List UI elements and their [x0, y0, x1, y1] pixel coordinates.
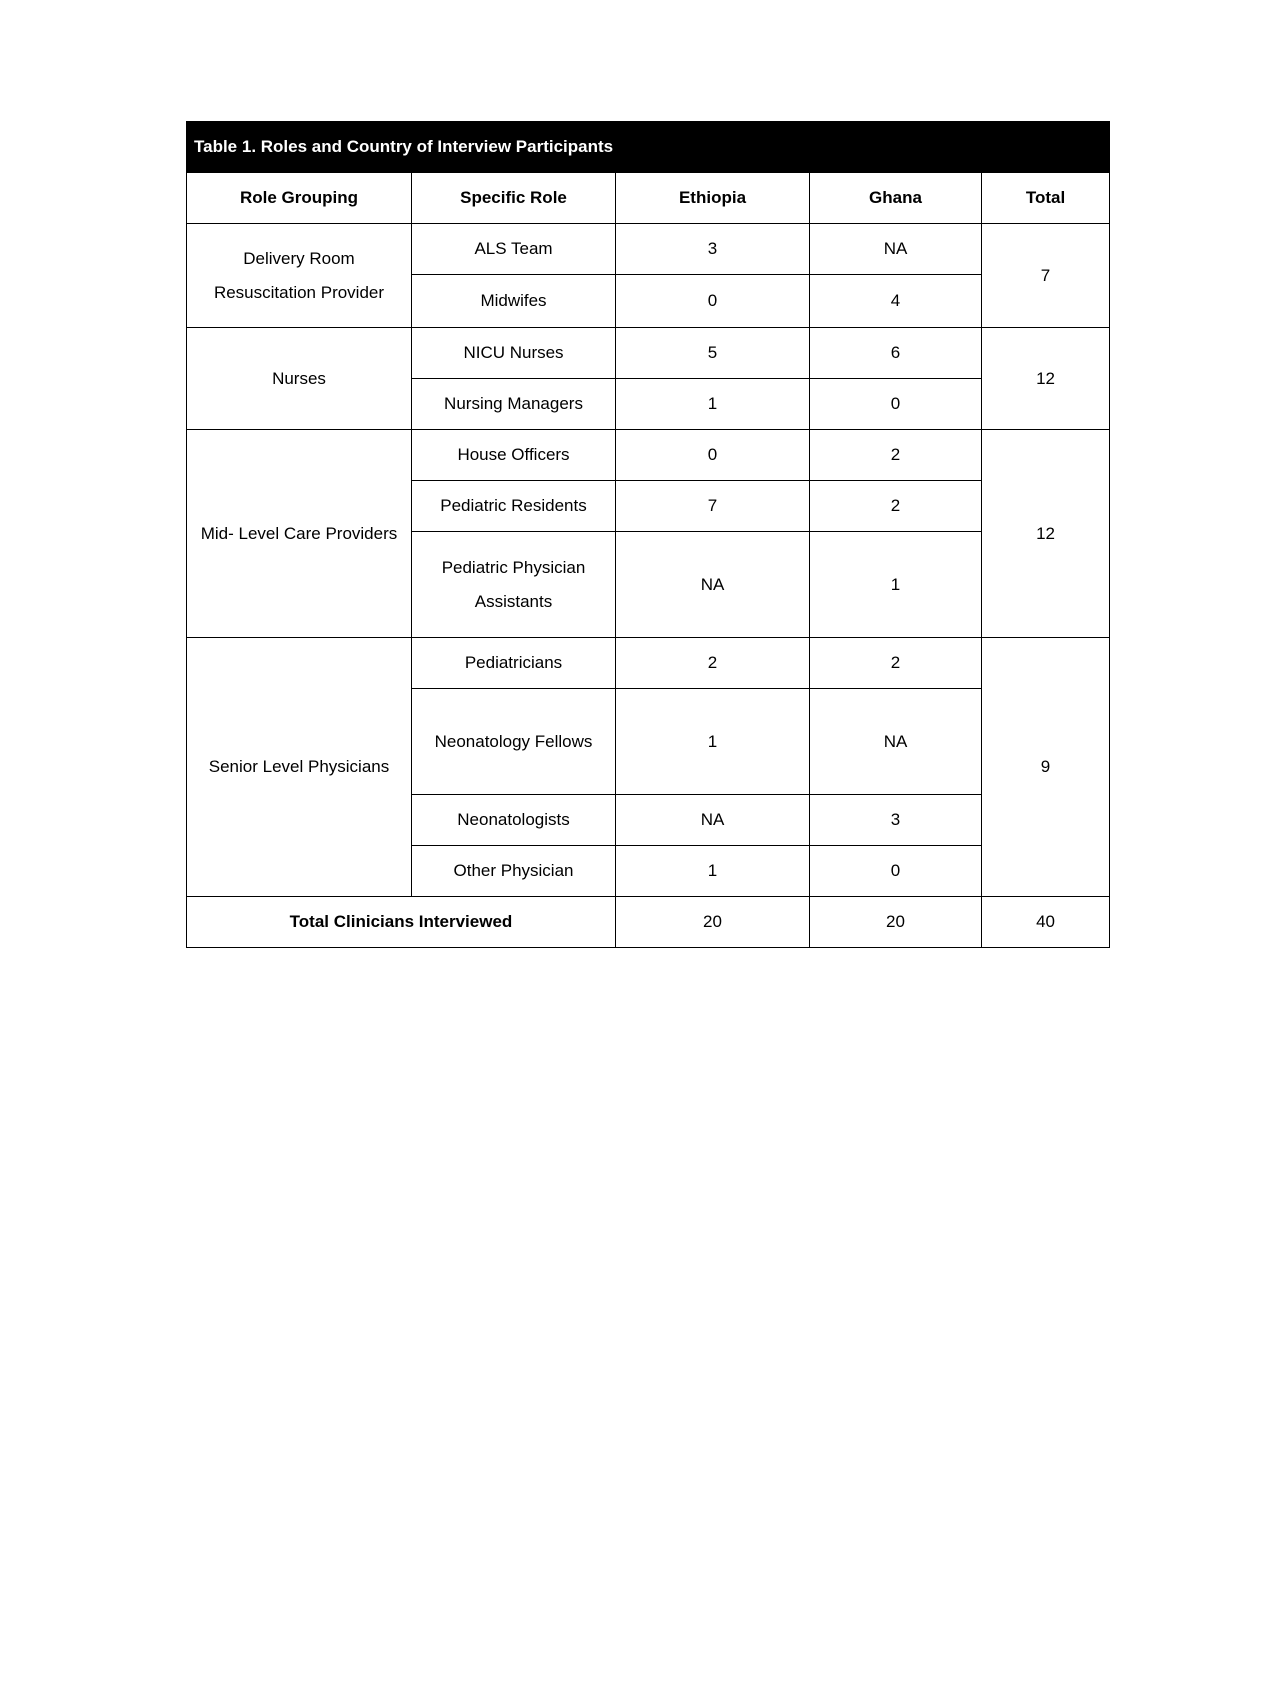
role-group-cell: Mid- Level Care Providers [187, 430, 412, 638]
ethiopia-total-cell: 20 [616, 897, 810, 948]
specific-role-cell: House Officers [412, 430, 616, 481]
ghana-cell: 6 [810, 328, 982, 379]
ethiopia-cell: 3 [616, 224, 810, 275]
ghana-cell: NA [810, 689, 982, 795]
table-row [187, 430, 1110, 481]
group-total-cell: 7 [982, 224, 1110, 328]
ghana-cell: 2 [810, 430, 982, 481]
ghana-total-cell: 20 [810, 897, 982, 948]
specific-role-cell: Midwifes [412, 275, 616, 328]
table-row [187, 224, 1110, 275]
total-row [187, 897, 1110, 948]
ghana-cell: NA [810, 224, 982, 275]
specific-role-cell: ALS Team [412, 224, 616, 275]
ethiopia-cell: 7 [616, 481, 810, 532]
participants-table [186, 121, 1110, 948]
ethiopia-cell: 0 [616, 275, 810, 328]
ethiopia-cell: 1 [616, 379, 810, 430]
specific-role-cell: NICU Nurses [412, 328, 616, 379]
total-label: Total Clinicians Interviewed [187, 897, 616, 948]
ethiopia-cell: NA [616, 532, 810, 638]
specific-role-cell: Neonatologists [412, 795, 616, 846]
group-total-cell: 9 [982, 638, 1110, 897]
table-row [187, 638, 1110, 689]
table-row [187, 328, 1110, 379]
ghana-cell: 0 [810, 379, 982, 430]
ghana-cell: 2 [810, 481, 982, 532]
column-header: Ghana [810, 173, 982, 224]
role-group-cell: Senior Level Physicians [187, 638, 412, 897]
ghana-cell: 2 [810, 638, 982, 689]
specific-role-cell: Neonatology Fellows [412, 689, 616, 795]
column-header: Role Grouping [187, 173, 412, 224]
ethiopia-cell: 1 [616, 846, 810, 897]
ethiopia-cell: NA [616, 795, 810, 846]
ghana-cell: 4 [810, 275, 982, 328]
specific-role-cell: Pediatricians [412, 638, 616, 689]
ethiopia-cell: 5 [616, 328, 810, 379]
specific-role-cell: Pediatric Physician Assistants [412, 532, 616, 638]
column-header: Total [982, 173, 1110, 224]
role-group-cell: Nurses [187, 328, 412, 430]
ethiopia-cell: 1 [616, 689, 810, 795]
ethiopia-cell: 0 [616, 430, 810, 481]
header-row [187, 173, 1110, 224]
specific-role-cell: Pediatric Residents [412, 481, 616, 532]
role-group-cell: Delivery Room Resuscitation Provider [187, 224, 412, 328]
ghana-cell: 3 [810, 795, 982, 846]
group-total-cell: 12 [982, 328, 1110, 430]
column-header: Ethiopia [616, 173, 810, 224]
group-total-cell: 12 [982, 430, 1110, 638]
table-title: Table 1. Roles and Country of Interview Participants [187, 122, 1110, 173]
ghana-cell: 1 [810, 532, 982, 638]
ethiopia-cell: 2 [616, 638, 810, 689]
specific-role-cell: Other Physician [412, 846, 616, 897]
ghana-cell: 0 [810, 846, 982, 897]
grand-total-cell: 40 [982, 897, 1110, 948]
column-header: Specific Role [412, 173, 616, 224]
specific-role-cell: Nursing Managers [412, 379, 616, 430]
